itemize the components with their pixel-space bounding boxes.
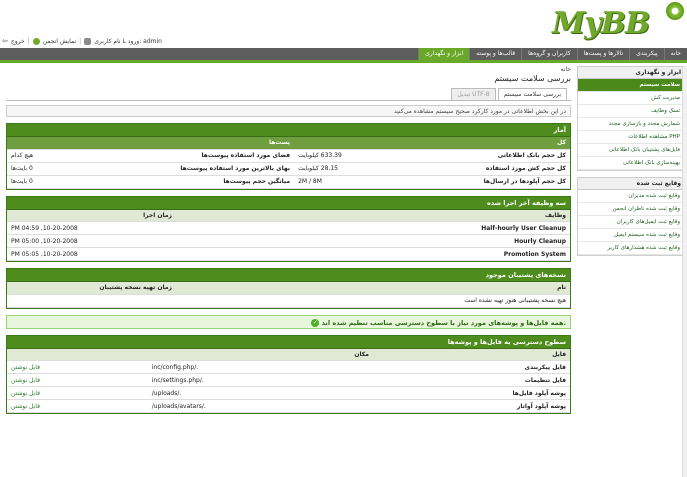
nav-users-groups[interactable]: کاربران و گروه‌ها	[521, 48, 577, 60]
nav-tools-maintenance[interactable]: ابزار و نگهداری	[418, 48, 469, 60]
table-row	[7, 235, 570, 248]
sidebar-item-user-email-log[interactable]: وقایع ثبت ایمیل‌های کاربران	[578, 216, 684, 229]
logout-icon[interactable]: ⇦	[2, 37, 8, 45]
perms-col-file: فایل	[373, 349, 570, 361]
logo-gear-icon	[666, 2, 684, 20]
task-name[interactable]: Promotion System	[176, 248, 570, 261]
sidebar-item-php-info[interactable]: مشاهده اطلاعات PHP	[578, 131, 684, 144]
perm-status: قابل نوشتن	[7, 361, 148, 374]
logout-link[interactable]: خروج	[10, 37, 25, 45]
tasks-box	[6, 196, 571, 263]
backups-empty: هیچ نسخه پشتیبانی هنوز تهیه نشده است	[7, 294, 570, 307]
backups-table	[7, 282, 570, 308]
sidebar-item-cache-manager[interactable]: مدیریت کش	[578, 92, 684, 105]
separator: |	[79, 37, 82, 45]
perm-file: فایل پیکربندی	[373, 361, 570, 374]
sidebar-tools-box	[577, 66, 685, 171]
backups-col-date: زمان تهیه نسخه پشتیبان	[7, 282, 176, 294]
stat-label: فضای مورد استفاده پیوست‌ها	[66, 149, 294, 162]
sidebar-item-recount-rebuild[interactable]: شمارش مجدد و بازسازی مجدد	[578, 118, 684, 131]
user-icon	[84, 38, 91, 45]
permissions-table	[7, 349, 570, 414]
sidebar-item-task-manager[interactable]: تسک وظایف	[578, 105, 684, 118]
sidebar-logs-title: وقایع ثبت شده	[578, 178, 684, 190]
tab-system-health[interactable]: بررسی سلامت سیستم	[498, 88, 567, 100]
perm-file: پوشه آپلود آواتار	[373, 400, 570, 413]
sidebar-item-admin-log[interactable]: وقایع ثبت شده مدیران	[578, 190, 684, 203]
stat-label: کل حجم آپلودها در ارسال‌ها	[395, 175, 571, 188]
tasks-header: سه وظیفه آخر اجرا شده	[7, 197, 570, 210]
table-row	[7, 387, 570, 400]
success-notice	[6, 315, 571, 329]
perm-file: پوشه آپلود فایل‌ها	[373, 387, 570, 400]
success-text: همه فایل‌ها و پوشه‌های مورد نیاز با سطوح دسترسی مناسب تنظیم شده اند.	[321, 318, 566, 327]
nav-templates-themes[interactable]: قالب‌ها و پوسته	[469, 48, 521, 60]
task-name[interactable]: Hourly Cleanup	[176, 235, 570, 248]
separator: |	[27, 37, 30, 45]
stat-label: کل حجم کش مورد استفاده	[395, 162, 571, 175]
nav-subbar	[0, 60, 687, 63]
permissions-header: سطوح دسترسی به فایل‌ها و پوشه‌ها	[7, 336, 570, 349]
nav-configuration[interactable]: پیکربندی	[629, 48, 663, 60]
perm-path: ./uploads/avatars/	[148, 400, 373, 413]
tasks-col-task: وظایف	[176, 210, 570, 222]
perm-status: قابل نوشتن	[7, 374, 148, 387]
stat-label: کل حجم بانک اطلاعاتی	[395, 149, 571, 162]
tasks-table	[7, 210, 570, 262]
stats-table	[7, 137, 570, 189]
sidebar-item-system-mail-log[interactable]: وقایع ثبت شده سیستم ایمیل	[578, 229, 684, 242]
visit-forum-link[interactable]: نمایش انجمن	[42, 37, 77, 45]
sidebar-item-system-health[interactable]: سلامت سیستم	[578, 79, 684, 92]
stat-value: 0 بایت‌ها	[7, 162, 66, 175]
stat-value: 633.39 کیلوبایت	[294, 149, 394, 162]
globe-icon	[33, 38, 40, 45]
nav-home[interactable]: خانه	[664, 48, 687, 60]
task-time: 10-20-2008, 05:05 PM	[7, 248, 176, 261]
breadcrumb[interactable]: خانه	[560, 66, 571, 73]
stats-header: آمار	[7, 124, 570, 137]
table-row	[7, 294, 570, 307]
tab-bar	[6, 88, 567, 100]
stat-label: میانگین حجم پیوست‌ها	[66, 175, 294, 188]
perm-path: ./inc/config.php	[148, 361, 373, 374]
nav-forums-posts[interactable]: تالارها و پست‌ها	[577, 48, 629, 60]
stat-value: 28.15 کیلوبایت	[294, 162, 394, 175]
table-row	[7, 374, 570, 387]
sidebar-tools-title: ابزار و نگهداری	[578, 67, 684, 79]
table-row	[7, 222, 570, 235]
perm-status: قابل نوشتن	[7, 400, 148, 413]
page-title: بررسی سلامت سیستم	[494, 74, 571, 83]
header	[0, 0, 687, 48]
table-row	[7, 162, 570, 175]
perm-path: ./uploads/	[148, 387, 373, 400]
table-row	[7, 400, 570, 413]
backups-col-name: نام	[176, 282, 570, 294]
stats-box	[6, 123, 571, 190]
sidebar-item-warning-log[interactable]: وقایع ثبت شده هشدارهای کاربر	[578, 242, 684, 255]
sidebar	[577, 66, 685, 262]
sidebar-logs-box	[577, 177, 685, 256]
logo-text: MyBB	[552, 6, 650, 41]
table-row	[7, 361, 570, 374]
check-icon: ✓	[312, 318, 318, 326]
welcome-bar	[2, 36, 202, 46]
task-time: 10-20-2008, 05:00 PM	[7, 235, 176, 248]
backups-box	[6, 268, 571, 309]
vertical-scrollbar[interactable]	[682, 66, 687, 477]
welcome-user-text: ورود با نام کاربری: admin	[94, 37, 162, 45]
stats-subhead-total: کل	[294, 137, 570, 149]
stat-value: 0 بایت‌ها	[7, 175, 66, 188]
perm-path: ./inc/settings.php	[148, 374, 373, 387]
stat-label: بهای بالاترین مورد استفاده پیوست‌ها	[66, 162, 294, 175]
main-nav	[0, 48, 687, 60]
tab-utf8-conversion[interactable]: تبدیل UTF-8	[451, 88, 495, 100]
perm-status: قابل نوشتن	[7, 387, 148, 400]
sidebar-item-moderator-log[interactable]: وقایع ثبت شده ناظران انجمن	[578, 203, 684, 216]
table-row	[7, 149, 570, 162]
backups-header: نسخه‌های پشتیبان موجود	[7, 269, 570, 282]
stat-value: 2M / 8M	[294, 175, 394, 188]
task-name[interactable]: Half-hourly User Cleanup	[176, 222, 570, 235]
table-row	[7, 248, 570, 261]
main-content	[6, 66, 571, 414]
stat-value: هیچ کدام	[7, 149, 66, 162]
tasks-col-time: زمان اجرا	[7, 210, 176, 222]
table-row	[7, 175, 570, 188]
task-time: 10-20-2008, 04:59 PM	[7, 222, 176, 235]
stats-subhead-posts: پست‌ها	[7, 137, 294, 149]
sidebar-item-optimize-database[interactable]: بهینه‌سازی بانک اطلاعاتی	[578, 157, 684, 170]
permissions-box	[6, 335, 571, 415]
sidebar-item-database-backups[interactable]: فایل‌های پشتیبان بانک اطلاعاتی	[578, 144, 684, 157]
perms-col-status	[7, 349, 148, 361]
perm-file: فایل تنظیمات	[373, 374, 570, 387]
info-notice: در این بخش اطلاعاتی در مورد کارکرد صحیح سیستم مشاهده می‌کنید	[6, 105, 571, 117]
mybb-logo[interactable]	[552, 2, 686, 44]
perms-col-path: مکان	[148, 349, 373, 361]
